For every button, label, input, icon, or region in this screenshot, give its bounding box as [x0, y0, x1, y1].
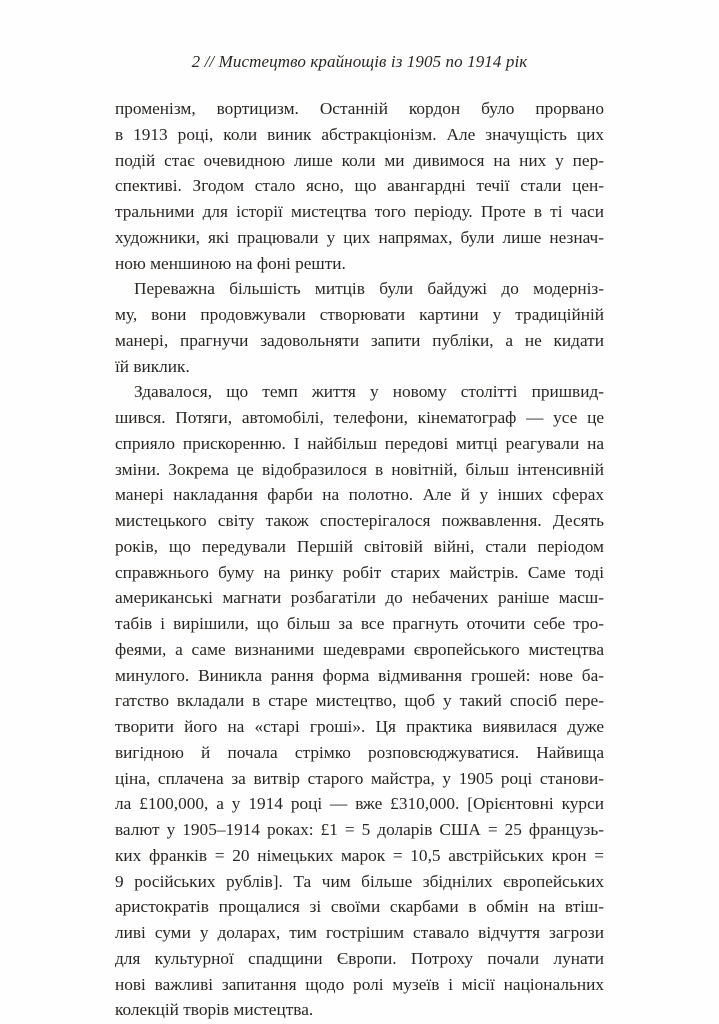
text-line: манері накладання фарби на полотно. Але й у інших сферах	[115, 485, 604, 505]
text-line: справжнього буму на ринку робіт старих майстрів. Саме тоді	[115, 562, 604, 582]
text-line: ких франків = 20 німецьких марок = 10,5 австрійських крон =	[115, 845, 604, 865]
text-line: гатство вкладали в старе мистецтво, щоб у такий спосіб пере-	[115, 691, 604, 711]
text-line: років, що передували Першій світовій війні, стали періодом	[115, 536, 604, 556]
running-head: 2 // Мистецтво крайнощів із 1905 по 1914 рік	[191, 52, 528, 71]
text-line: ла £100,000, а у 1914 році — вже £310,000. [Орієнтовні курси	[115, 794, 604, 814]
paragraph-3	[115, 379, 604, 1023]
text-line: вигідною й почала стрімко розповсюджуватися. Найвища	[115, 742, 604, 762]
text-line: валют у 1905–1914 роках: £1 = 5 доларів США = 25 французь-	[115, 820, 604, 839]
text-line: нові важливі запитання щодо ролі музеїв і місії національних	[115, 974, 604, 994]
text-line: для культурної спадщини Європи. Потроху почали лунати	[115, 948, 604, 968]
text-line: їй виклик.	[115, 356, 190, 376]
text-line: ціна, сплачена за витвір старого майстра, у 1905 році станови-	[115, 768, 604, 788]
paragraph-1	[115, 96, 604, 276]
text-line: сприяло прискоренню. І найбільш передові митці реагували на	[115, 433, 604, 453]
text-line: манері, прагнучи задовольняти запити публіки, а не кидати	[115, 330, 604, 350]
body-text	[115, 96, 604, 1023]
text-line: американські магнати розбагатіли до небачених раніше масш-	[115, 588, 604, 608]
text-line: минулого. Виникла рання форма відмивання грошей: нове ба-	[115, 665, 604, 685]
text-line: шився. Потяги, автомобілі, телефони, кінематограф — усе це	[115, 408, 604, 427]
text-line: Здавалося, що темп життя у новому столітті пришвид-	[134, 382, 604, 402]
text-line: в 1913 році, коли виник абстракціонізм. Але значущість цих	[115, 124, 604, 144]
text-line: Переважна більшість митців були байдужі до модерніз-	[134, 279, 604, 299]
text-line: колекцій творів мистецтва.	[115, 1000, 314, 1020]
text-line: зміни. Зокрема це відобразилося в новітній, більш інтенсивній	[115, 459, 604, 479]
text-line: тральними для історії мистецтва того періоду. Проте в ті часи	[115, 202, 604, 221]
text-line: ливі суми у доларах, тим гострішим ставало відчуття загрози	[115, 923, 604, 942]
text-line: 9 російських рублів]. Та чим більше збіднілих європейських	[115, 871, 604, 891]
text-line: ною меншиною на фоні решти.	[115, 253, 346, 273]
text-line: променізм, вортицизм. Останній кордон було прорвано	[115, 99, 604, 118]
text-line: аристократів прощалися зі своїми скарбами в обмін на втіш-	[115, 897, 604, 917]
text-line: табів і вирішили, що більш за все прагнуть оточити себе тро-	[115, 614, 604, 633]
paragraph-2	[115, 276, 604, 379]
text-line: спективі. Згодом стало ясно, що авангардні течії стали цен-	[115, 176, 604, 196]
text-line: му, вони продовжували створювати картини у традиційній	[115, 305, 604, 324]
text-line: мистецького світу також спостерігалося пожвавлення. Десять	[115, 511, 604, 530]
text-line: подій стає очевидною лише коли ми дивимося на них у пер-	[115, 150, 604, 170]
text-line: феями, а саме визнаними шедеврами європейського мистецтва	[115, 639, 604, 659]
text-line: художники, які працювали у цих напрямах, були лише незнач-	[115, 227, 604, 247]
text-line: творити його на «старі гроші». Ця практика виявилася дуже	[115, 717, 604, 736]
